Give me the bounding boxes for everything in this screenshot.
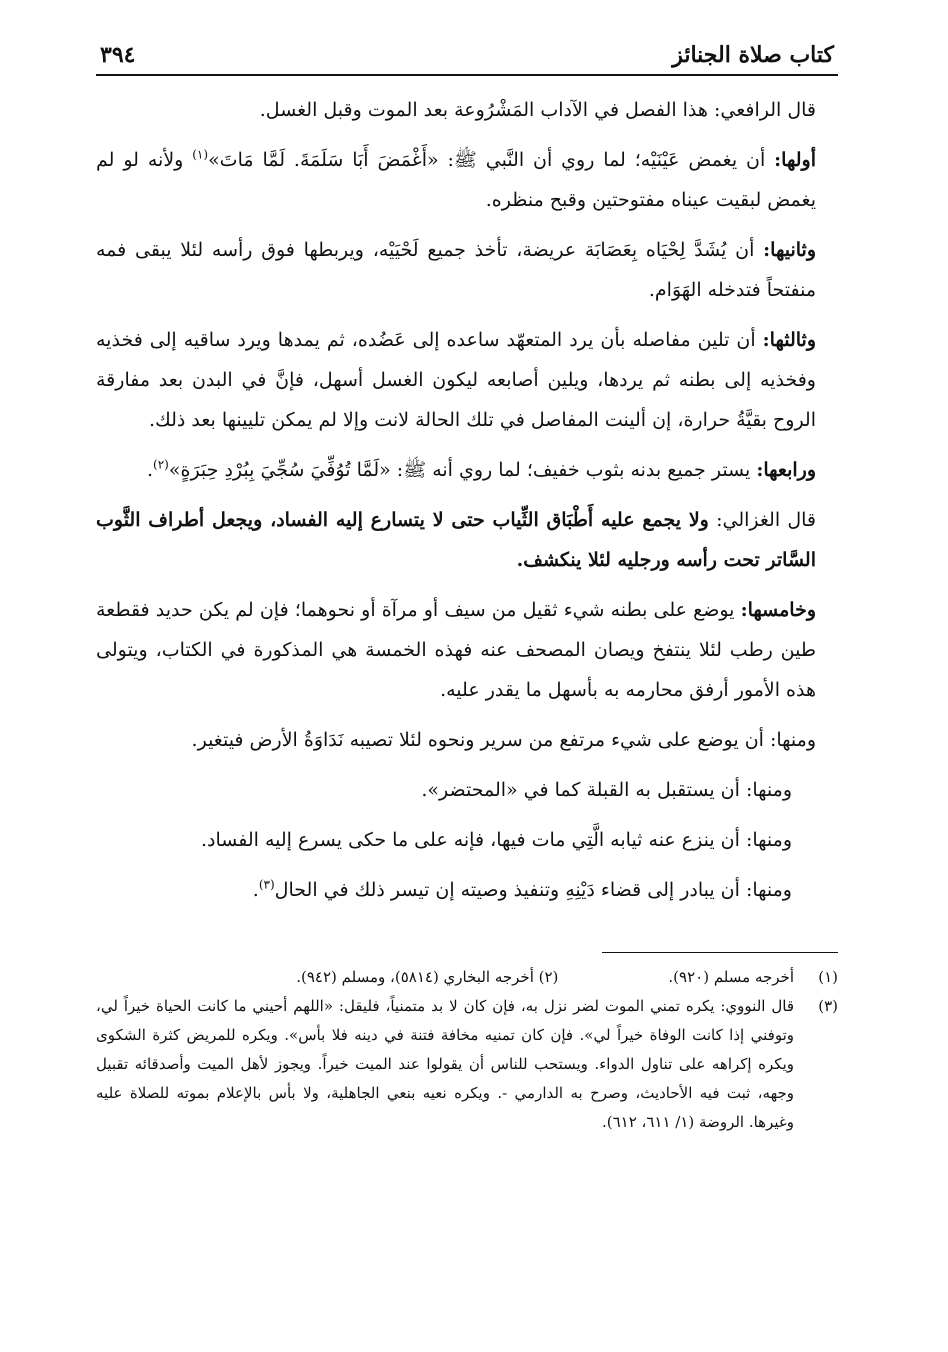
paragraph-elevation <box>96 720 838 760</box>
footnote-ref-2[interactable]: (٢) <box>153 457 169 472</box>
book-page <box>96 30 838 1330</box>
paragraph-lead: أولها: <box>774 149 816 171</box>
running-header <box>96 30 838 76</box>
paragraph-text: ومنها: أن يستقبل به القبلة كما في «المحتضر». <box>421 779 792 801</box>
paragraph-text: ومنها: أن ينزع عنه ثيابه الَّتِي مات فيها، فإنه على ما حكى يسرع إليه الفساد. <box>200 829 792 851</box>
paragraph-text: ومنها: أن يبادر إلى قضاء دَيْنِهِ وتنفيذ وصيته إن تيسر ذلك في الحال <box>274 879 792 901</box>
footnote-ref-1[interactable]: (١) <box>192 147 209 162</box>
paragraph-fourth <box>96 450 838 490</box>
paragraph-clothes <box>96 820 838 860</box>
paragraph-text: يستر جميع بدنه بثوب خفيف؛ لما روي أنه ﷺ: «لَمَّا تُوُفِّيَ سُجِّيَ بِبُرْدِ حِبَرَةٍ» <box>168 459 757 481</box>
paragraph-first <box>96 140 838 220</box>
paragraph-second <box>96 230 838 310</box>
paragraph-text: قال الرافعي: هذا الفصل في الآداب المَشْرُوعة بعد الموت وقبل الغسل. <box>259 99 816 121</box>
footnote-2-text: (٢) أخرجه البخاري (٥٨١٤)، ومسلم (٩٤٢). <box>296 968 559 986</box>
paragraph-qibla <box>96 770 838 810</box>
footnote-rule-wrap <box>96 920 838 963</box>
paragraph-end: . <box>252 879 259 901</box>
footnotes <box>96 963 838 1137</box>
paragraph-lead: وخامسها: <box>740 599 816 621</box>
paragraph-lead: ورابعها: <box>756 459 816 481</box>
footnote-1-text: أخرجه مسلم (٩٢٠). <box>668 968 794 986</box>
paragraph-end: . <box>146 459 154 481</box>
paragraph-text: يوضع على بطنه شيء ثقيل من سيف أو مرآة أو نحوهما؛ فإن لم يكن حديد فقطعة طين رطب لئلا ينتفخ ويصان المصحف عنه فهذه الخمسة هي المذكورة في الكتاب، ويتولى هذه الأمور أرفق محارمه به بأسهل ما يقدر عليه. <box>96 599 816 701</box>
footnote-number: (٣) <box>818 997 838 1015</box>
footnote-number: (١) <box>818 968 838 986</box>
footnote-row-1-2 <box>96 963 838 992</box>
paragraph-lead: وثالثها: <box>762 329 816 351</box>
ghazali-quote: ولا يجمع عليه أَطْبَاق الثِّياب حتى لا يتسارع إليه الفساد، ويجعل أطراف الثَّوب السَّاتر تحت رأسه ورجليه لئلا ينكشف. <box>96 509 816 571</box>
paragraph-fifth <box>96 590 838 710</box>
footnote-row-3 <box>96 992 838 1137</box>
footnote-texts <box>96 963 794 992</box>
paragraph-rafii-intro <box>96 90 838 130</box>
footnote-3-text: قال النووي: يكره تمني الموت لضر نزل به، فإن كان لا بد متمنياً، فليقل: «اللهم أحيني ما كانت الحياة خيراً لي، وتوفني إذا كانت الوفاة خيراً لي». فإن كان تمنيه مخافة فتنة في دينه فلا بأس». ويكره للمريض كثرة الشكوى ويكره إكراهه على تناول الدواء. ويستحب للناس أن يقولوا عند الميت خيراً. ويجوز لأهل الميت وأصدقائه تقبيل وجهه، ثبت فيه الأحاديث، وصرح به الدارمي -. ويكره نعيه بنعي الجاهلية، ولا بأس بالإعلام بموته للصلاة عليه وغيرها. الروضة (١/ ٦١١، ٦١٢). <box>96 997 794 1131</box>
paragraph-lead: وثانيها: <box>763 239 816 261</box>
paragraph-text: أن يُشَدَّ لِحْيَاه بِعَصَابَة عريضة، تأخذ جميع لَحْيَيْه، ويربطها فوق رأسه لئلا يبقى فمه منفتحاً فتدخله الهَوَام. <box>96 239 816 301</box>
paragraph-lead: قال الغزالي: <box>708 509 817 531</box>
page-number: ٣٩٤ <box>100 42 136 68</box>
main-text <box>96 90 838 910</box>
running-title: كتاب صلاة الجنائز <box>672 42 834 68</box>
paragraph-text-continued: ولأنه لو لم يغمض لبقيت عيناه مفتوحتين وقبح منظره. <box>96 149 816 211</box>
paragraph-third <box>96 320 838 440</box>
paragraph-text: ومنها: أن يوضع على شيء مرتفع من سرير ونحوه لئلا تصيبه نَدَاوَةُ الأرض فيتغير. <box>191 729 816 751</box>
footnote-divider <box>602 952 838 953</box>
footnote-ref-3[interactable]: (٣) <box>258 877 275 892</box>
paragraph-debt <box>96 870 838 910</box>
paragraph-text: أن يغمض عَيْنَيْه؛ لما روي أن النَّبي ﷺ: «أَغْمَضَ أَبَا سَلَمَةَ. لَمَّا مَاتَ» <box>208 149 775 171</box>
paragraph-text: أن تلين مفاصله بأن يرد المتعهّد ساعده إلى عَضُده، ثم يمدها ويرد ساقيه إلى فخذيه وفخذيه إلى بطنه ثم يردها، ويلين أصابعه ليكون الغسل أسهل، فإنَّ في البدن بعد مفارقة الروح بقيَّةُ حرارة، إن ألينت المفاصل في تلك الحالة لانت وإلا لم يمكن تليينها بعد ذلك. <box>96 329 816 431</box>
paragraph-ghazali <box>96 500 838 580</box>
